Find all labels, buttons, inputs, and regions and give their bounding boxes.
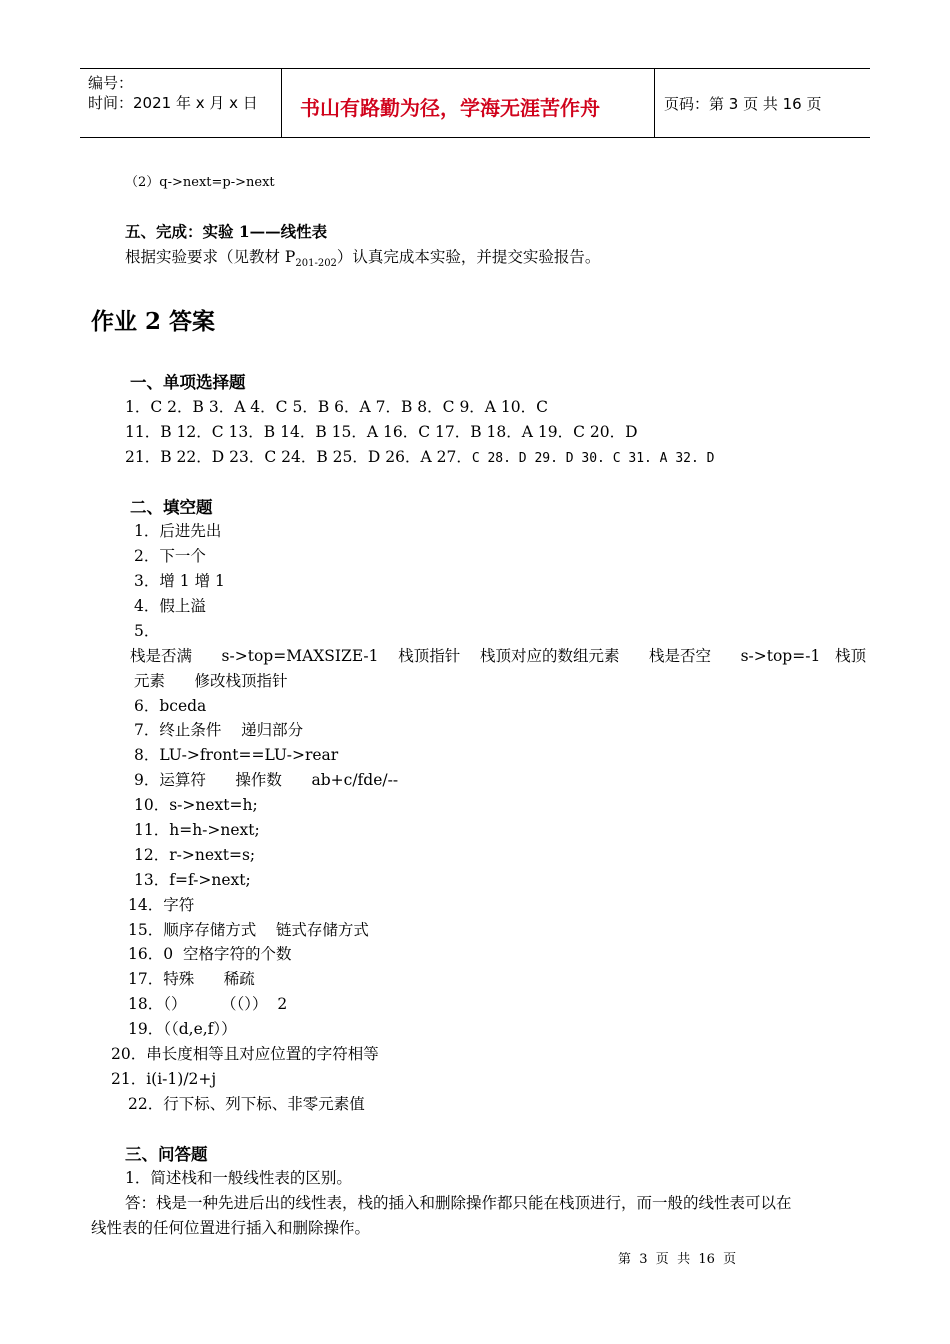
motto: 书山有路勤为径，学海无涯苦作舟	[300, 96, 600, 120]
single-choice-title: 一、单项选择题	[130, 373, 246, 392]
page-footer: 第 3 页 共 16 页	[618, 1252, 737, 1267]
answer-line: 1．C 2．B 3．A 4．C 5．B 6．A 7．B 8．C 9．A 10．C	[125, 398, 549, 416]
list-item: 21．i(i-1)/2+j	[111, 1070, 217, 1088]
header-divider	[654, 69, 655, 137]
section-five-text-after: ）认真完成本实验，并提交实验报告。	[336, 248, 601, 266]
page-range-subscript: 201-202	[295, 258, 337, 270]
list-item: 15．顺序存储方式 链式存储方式	[128, 921, 369, 939]
section-five-text	[125, 245, 600, 269]
list-item: 栈是否满 s->top=MAXSIZE-1 栈顶指针 栈顶对应的数组元素 栈是否空 s->top=-1 栈顶	[130, 647, 867, 665]
list-item: 5．	[134, 622, 160, 640]
page-info: 页码：第 3 页 共 16 页	[664, 95, 822, 113]
answer-line	[125, 445, 714, 467]
list-item: 13．f=f->next;	[134, 871, 251, 889]
list-item: 元素 修改栈顶指针	[134, 672, 288, 690]
list-item: 20．串长度相等且对应位置的字符相等	[111, 1045, 379, 1063]
list-item: 11．h=h->next;	[134, 821, 260, 839]
homework-title: 作业 2 答案	[91, 308, 216, 335]
list-item: 2．下一个	[134, 547, 206, 565]
section-five-title: 五、完成：实验 1——线性表	[125, 222, 328, 241]
list-item: 12．r->next=s;	[134, 846, 256, 864]
header-divider	[281, 69, 282, 137]
list-item: 18．（） （（）） 2	[128, 995, 288, 1013]
section-five-text-before: 根据实验要求（见教材 P	[125, 248, 296, 266]
answer-line: 11．B 12．C 13．B 14．B 15．A 16．C 17．B 18．A 19．C 20．D	[125, 423, 638, 441]
list-item: 9．运算符 操作数 ab+c/fde/--	[134, 771, 399, 789]
list-item: 1．后进先出	[134, 522, 222, 540]
list-item: 6．bceda	[134, 697, 207, 715]
answer-line-part: C 28. D 29. D 30. C 31. A 32. D	[471, 451, 715, 466]
list-item: 19．（（d,e,f））	[128, 1020, 237, 1038]
list-item: 22．行下标、列下标、非零元素值	[128, 1095, 365, 1113]
list-item: 10．s->next=h;	[134, 796, 258, 814]
list-item: 14．字符	[128, 896, 195, 914]
list-item: 17．特殊 稀疏	[128, 970, 255, 988]
list-item: 16．0 空格字符的个数	[128, 945, 292, 963]
answer-line-part: 21．B 22．D 23．C 24．B 25．D 26．A 27．	[125, 448, 472, 466]
list-item: 7．终止条件 递归部分	[134, 721, 304, 739]
question: 1．简述栈和一般线性表的区别。	[125, 1169, 352, 1187]
header-left	[88, 73, 278, 141]
qa-title: 三、问答题	[125, 1145, 208, 1164]
answer-line: 线性表的任何位置进行插入和删除操作。	[91, 1219, 371, 1237]
time-label: 时间：2021 年 x 月 x 日	[88, 94, 258, 112]
answer-line: 答：栈是一种先进后出的线性表，栈的插入和删除操作都只能在栈顶进行，而一般的线性表可以在	[125, 1194, 792, 1212]
list-item: 3．增 1 增 1	[134, 572, 225, 590]
page-header	[80, 68, 870, 138]
fill-blank-title: 二、填空题	[130, 498, 213, 517]
top-line: （2）q->next=p->next	[125, 175, 275, 190]
list-item: 8．LU->front==LU->rear	[134, 746, 339, 764]
number-label: 编号：	[88, 74, 134, 92]
list-item: 4．假上溢	[134, 597, 206, 615]
